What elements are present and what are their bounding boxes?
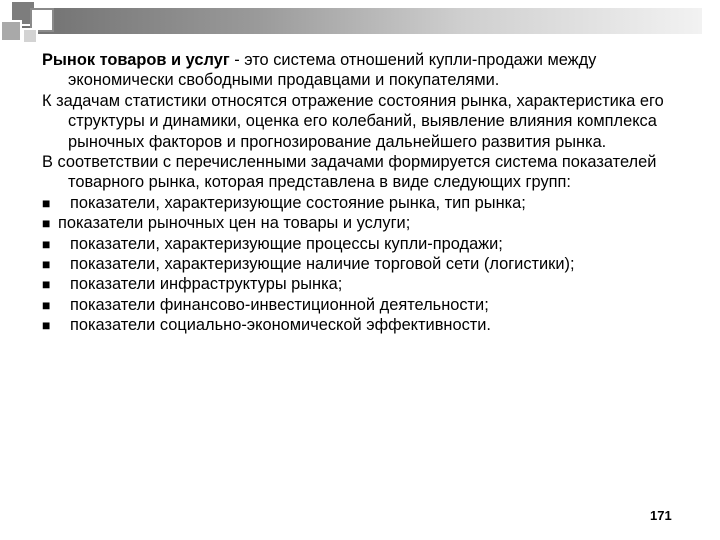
bullet-square-icon: ■ — [42, 296, 51, 313]
bullet-square-icon: ■ — [42, 317, 51, 334]
defined-term: Рынок товаров и услуг — [42, 51, 230, 69]
header-gradient-bar — [18, 8, 702, 34]
page-number: 171 — [650, 508, 672, 523]
system-paragraph: В соответствии с перечисленными задачами формируется система показателей товарного рынка, которая представлена в виде следующих групп: — [42, 153, 657, 192]
definition-text: - это система отношений купли-продажи между экономически свободными продавцами и покупателями. — [68, 51, 597, 90]
list-item — [42, 213, 682, 233]
list-item — [42, 315, 682, 335]
list-item — [42, 295, 682, 315]
list-item-text: показатели, характеризующие процессы купли-продажи; — [70, 234, 503, 253]
list-item-text: показатели, характеризующие наличие торговой сети (логистики); — [70, 255, 575, 274]
bullet-square-icon: ■ — [42, 194, 51, 211]
slide-body — [42, 50, 682, 336]
list-item — [42, 234, 682, 254]
tasks-paragraph: К задачам статистики относятся отражение состояния рынка, характеристика его структуры и динамики, оценка его колебаний, выявление влияния комплекса рыночных факторов и прогнозирование дальнейшего развития рынка. — [42, 91, 664, 151]
list-item-text: показатели рыночных цен на товары и услуги; — [58, 214, 411, 233]
bullet-square-icon: ■ — [42, 276, 51, 293]
decorative-square — [22, 28, 38, 44]
list-item-text: показатели инфраструктуры рынка; — [70, 275, 343, 294]
definition-paragraph — [42, 50, 682, 91]
list-item — [42, 274, 682, 294]
list-item-text: показатели социально-экономической эффективности. — [70, 316, 491, 335]
bullet-square-icon: ■ — [42, 256, 51, 273]
list-item-text: показатели финансово-инвестиционной деятельности; — [70, 295, 489, 314]
list-item-text: показатели, характеризующие состояние рынка, тип рынка; — [70, 193, 526, 212]
decorative-square — [0, 20, 22, 42]
bullet-square-icon: ■ — [42, 235, 51, 252]
bullet-square-icon: ■ — [42, 215, 51, 232]
list-item — [42, 193, 682, 213]
list-item — [42, 254, 682, 274]
